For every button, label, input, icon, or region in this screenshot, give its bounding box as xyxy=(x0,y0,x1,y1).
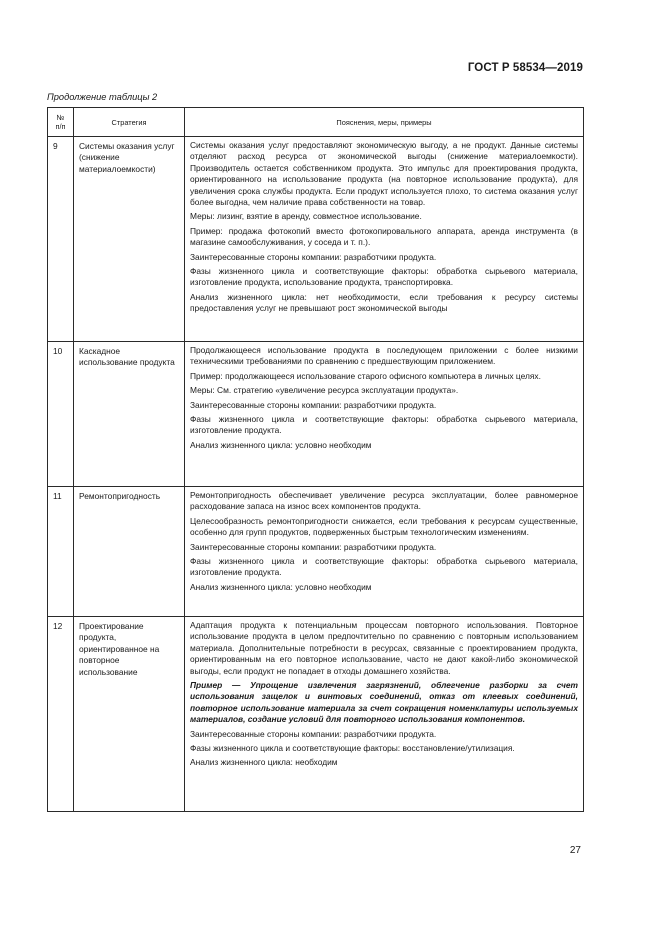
row-explanation xyxy=(185,342,584,487)
standard-designation: ГОСТ Р 58534—2019 xyxy=(467,62,583,74)
row-strategy: Каскадное использование продукта xyxy=(74,342,185,487)
table-row xyxy=(48,487,584,617)
table-header-row xyxy=(48,108,584,137)
row-strategy: Ремонтопригодность xyxy=(74,487,185,617)
table-row xyxy=(48,137,584,342)
row-number: 10 xyxy=(48,342,74,487)
explanation-paragraph: Заинтересованные стороны компании: разработчики продукта. xyxy=(190,728,437,739)
explanation-paragraph: Продолжающееся использование продукта в последующем приложении с более низкими техническими требованиями по сравнению с предшествующим приложением. xyxy=(190,345,578,367)
row-number: 12 xyxy=(48,617,74,812)
row-strategy: Системы оказания услуг (снижение материалоемкости) xyxy=(74,137,185,342)
explanation-paragraph: Адаптация продукта к потенциальным процессам повторного использования. Повторное использование продукта в целом предпочтительно по сравнению с повторным использованием материала. Дополнительные потребности в ресурсах, связанные с проектированием продукта, ориентированным на его повторное использование, часто не дают какой-либо экономической выгоды, если продукт не попадает в отходы домашнего хозяйства. xyxy=(190,620,578,676)
explanation-paragraph: Системы оказания услуг предоставляют экономическую выгоду, а не продукт. Данные системы отделяют расход ресурса от экономической выгоды (снижение материалоемкости). Производитель остается собственником продукта. Это импульс для проектирования продукта, ориентированного на использование продукта (на повторное использование продукта), для увеличения срока службы продукта. Если продукт используется плохо, то система оказания услуг более выгодна, чем наличие права собственности на товар. xyxy=(190,140,578,208)
strategies-table xyxy=(47,107,584,812)
explanation-paragraph: Анализ жизненного цикла: необходим xyxy=(190,757,338,768)
table-row xyxy=(48,342,584,487)
explanation-paragraph: Фазы жизненного цикла и соответствующие факторы: обработка сырьевого материала, изготовление продукта, использование продукта, транспортировка. xyxy=(190,266,578,288)
explanation-paragraph: Фазы жизненного цикла и соответствующие факторы: восстановление/утилизация. xyxy=(190,743,515,754)
explanation-paragraph: Фазы жизненного цикла и соответствующие факторы: обработка сырьевого материала, изготовление продукта. xyxy=(190,556,578,578)
explanation-paragraph: Анализ жизненного цикла: условно необходим xyxy=(190,581,372,592)
explanation-paragraph: Ремонтопригодность обеспечивает увеличение ресурса эксплуатации, более равномерное расходование запаса на износ всех компонентов продукта. xyxy=(190,490,578,512)
explanation-paragraph: Меры: См. стратегию «увеличение ресурса эксплуатации продукта». xyxy=(190,385,459,396)
header-number: № п/п xyxy=(48,108,74,137)
row-number: 9 xyxy=(48,137,74,342)
explanation-paragraph: Пример: продажа фотокопий вместо фотокопировального аппарата, аренда инструмента (в магазине самообслуживания, у соседа и т. п.). xyxy=(190,225,578,248)
table-continuation-caption: Продолжение таблицы 2 xyxy=(47,92,158,102)
explanation-paragraph: Заинтересованные стороны компании: разработчики продукта. xyxy=(190,399,437,410)
example-paragraph: Пример — Упрощение извлечения загрязнений, облегчение разборки за счет использования защелок и винтовых соединений, отказ от клеевых соединений, повторное использование материала за счет сокращения номенклатуры используемых материалов, создание условий для повторного использования компонентов. xyxy=(190,680,578,725)
header-strategy: Стратегия xyxy=(74,108,185,137)
row-explanation xyxy=(185,137,584,342)
row-number: 11 xyxy=(48,487,74,617)
explanation-paragraph: Заинтересованные стороны компании: разработчики продукта. xyxy=(190,541,437,552)
page-number: 27 xyxy=(569,845,581,856)
explanation-paragraph: Целесообразность ремонтопригодности снижается, если требования к ресурсам существенные, особенно для групп продуктов, подверженных быстрым технологическим изменениям. xyxy=(190,515,578,538)
header-explanation: Пояснения, меры, примеры xyxy=(185,108,584,137)
explanation-paragraph: Фазы жизненного цикла и соответствующие факторы: обработка сырьевого материала, изготовление продукта. xyxy=(190,414,578,436)
explanation-paragraph: Заинтересованные стороны компании: разработчики продукта. xyxy=(190,251,437,262)
explanation-paragraph: Пример: продолжающееся использование старого офисного компьютера в личных целях. xyxy=(190,370,541,381)
explanation-paragraph: Меры: лизинг, взятие в аренду, совместное использование. xyxy=(190,211,422,222)
explanation-paragraph: Анализ жизненного цикла: нет необходимости, если требования к ресурсу системы предоставления услуг не превышают рост экономической выгоды xyxy=(190,291,578,314)
row-strategy: Проектирование продукта, ориентированное на повторное использование xyxy=(74,617,185,812)
row-explanation xyxy=(185,617,584,812)
explanation-paragraph: Анализ жизненного цикла: условно необходим xyxy=(190,439,372,450)
table-row xyxy=(48,617,584,812)
row-explanation xyxy=(185,487,584,617)
